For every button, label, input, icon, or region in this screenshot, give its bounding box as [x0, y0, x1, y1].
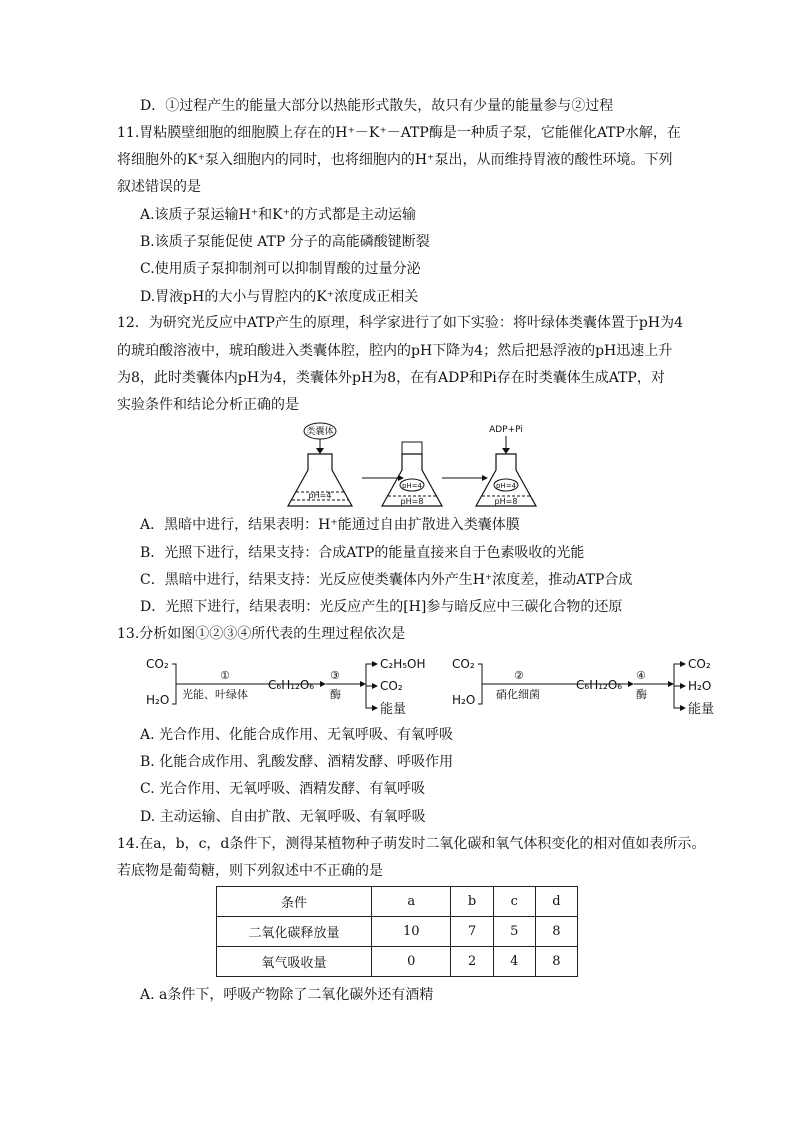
h2o-right: H₂O — [452, 693, 476, 707]
glucose-2: C₆H₁₂O₆ — [576, 678, 623, 692]
q14-option-a: A. a条件下，呼吸产物除了二氧化碳外还有酒精 — [140, 987, 434, 1003]
q12-option-c: C．黑暗中进行，结果支持：光反应使类囊体内外产生H⁺浓度差，推动ATP合成 — [140, 572, 633, 588]
co2-right: CO₂ — [452, 657, 475, 671]
q14-stem-line2: 若底物是葡萄糖，则下列叙述中不正确的是 — [117, 863, 383, 879]
table-row — [217, 947, 578, 977]
q12-flask-figure — [270, 418, 570, 514]
q12-option-b: B．光照下进行，结果支持：合成ATP的能量直接来自于色素吸收的光能 — [140, 545, 585, 561]
co2-left: CO₂ — [146, 657, 169, 671]
num-3: ③ — [330, 669, 340, 682]
q11-option-d: D.胃液pH的大小与胃腔内的K⁺浓度成正相关 — [140, 289, 419, 305]
q12-stem-line2: 的琥珀酸溶液中，琥珀酸进入类囊体腔，腔内的pH下降为4；然后把悬浮液的pH迅速上升 — [117, 343, 673, 359]
label-adp-pi: ADP+Pi — [489, 425, 523, 435]
flask-3 — [476, 425, 536, 506]
q14-stem-line1: 14.在a，b，c，d条件下，测得某植物种子萌发时二氧化碳和氧气体积变化的相对值如表所示。 — [117, 836, 706, 852]
table-cell: 8 — [535, 917, 577, 947]
table-cell: 2 — [451, 947, 493, 977]
table-header-cell: 条件 — [217, 887, 372, 917]
h2o-left: H₂O — [146, 693, 170, 707]
flask2-ph-inner: pH=4 — [401, 482, 423, 490]
q13-option-b: B. 化能合成作用、乳酸发酵、酒精发酵、呼吸作用 — [140, 754, 454, 770]
q12-option-d: D．光照下进行，结果表明：光反应产生的[H]参与暗反应中三碳化合物的还原 — [140, 599, 623, 615]
table-cell: 8 — [535, 947, 577, 977]
ethanol: C₂H₅OH — [380, 657, 426, 671]
table-cell: 氧气吸收量 — [217, 947, 372, 977]
flask3-ph-inner: pH=4 — [495, 482, 517, 490]
table-header-row — [217, 887, 578, 917]
q12-stem-line1: 12．为研究光反应中ATP产生的原理，科学家进行了如下实验：将叶绿体类囊体置于pH为4 — [117, 315, 683, 331]
flask1-ph: pH=4 — [308, 491, 332, 500]
label-thylakoid: 类囊体 — [306, 427, 334, 437]
q13-stem: 13.分析如图①②③④所代表的生理过程依次是 — [117, 626, 406, 642]
q10-option-d: D．①过程产生的能量大部分以热能形式散失，故只有少量的能量参与②过程 — [140, 98, 614, 114]
q13-option-d: D. 主动运输、自由扩散、无氧呼吸、有氧呼吸 — [140, 809, 426, 825]
arrow-right-icon — [482, 475, 488, 481]
q11-stem-line3: 叙述错误的是 — [117, 179, 201, 195]
num-2: ② — [514, 669, 524, 682]
table-cell: 二氧化碳释放量 — [217, 917, 372, 947]
glucose-1: C₆H₁₂O₆ — [268, 678, 315, 692]
table-header-cell: a — [372, 887, 451, 917]
table-cell: 10 — [372, 917, 451, 947]
flask2-ph-outer: pH=8 — [400, 497, 424, 506]
energy-2: 能量 — [688, 702, 715, 717]
q13-reaction-figure — [140, 652, 720, 718]
q11-option-a: A.该质子泵运输H⁺和K⁺的方式都是主动运输 — [140, 207, 417, 223]
flask3-ph-outer: pH=8 — [494, 497, 518, 506]
table-cell: 0 — [372, 947, 451, 977]
q13-option-c: C. 光合作用、无氧呼吸、酒精发酵、有氧呼吸 — [140, 781, 426, 797]
table-header-cell: b — [451, 887, 493, 917]
q12-option-a: A．黑暗中进行，结果表明：H⁺能通过自由扩散进入类囊体膜 — [140, 517, 520, 533]
co2-product-2: CO₂ — [688, 657, 711, 671]
cond-photosynthesis: 光能、叶绿体 — [182, 688, 248, 701]
table-cell: 7 — [451, 917, 493, 947]
cond-nitrifying: 硝化细菌 — [496, 688, 540, 701]
h2o-product: H₂O — [688, 679, 712, 693]
q11-option-b: B.该质子泵能促使 ATP 分子的高能磷酸键断裂 — [140, 234, 430, 250]
q13-option-a: A. 光合作用、化能合成作用、无氧呼吸、有氧呼吸 — [140, 727, 454, 743]
num-1: ① — [220, 669, 230, 682]
flask-1 — [288, 423, 352, 506]
table-header-cell: d — [535, 887, 577, 917]
q11-stem-line1: 11.胃粘膜壁细胞的细胞膜上存在的H⁺－K⁺－ATP酶是一种质子泵，它能催化ATP水解，在 — [117, 125, 681, 141]
enzyme-2: 酶 — [636, 688, 647, 701]
q11-option-c: C.使用质子泵抑制剂可以抑制胃酸的过量分泌 — [140, 261, 421, 277]
table-header-cell: c — [493, 887, 535, 917]
energy-1: 能量 — [380, 702, 407, 717]
q12-stem-line4: 实验条件和结论分析正确的是 — [117, 397, 299, 413]
q12-stem-line3: 为8，此时类囊体内pH为4，类囊体外pH为8，在有ADP和Pi存在时类囊体生成ATP，对 — [117, 370, 665, 386]
num-4: ④ — [636, 669, 646, 682]
table-row — [217, 917, 578, 947]
table-cell: 5 — [493, 917, 535, 947]
q11-stem-line2: 将细胞外的K⁺泵入细胞内的同时，也将细胞内的H⁺泵出，从而维持胃液的酸性环境。下列 — [117, 152, 673, 168]
q14-data-table — [216, 886, 578, 977]
enzyme-1: 酶 — [330, 688, 341, 701]
flask-2 — [382, 442, 442, 506]
co2-product-1: CO₂ — [380, 679, 403, 693]
table-cell: 4 — [493, 947, 535, 977]
